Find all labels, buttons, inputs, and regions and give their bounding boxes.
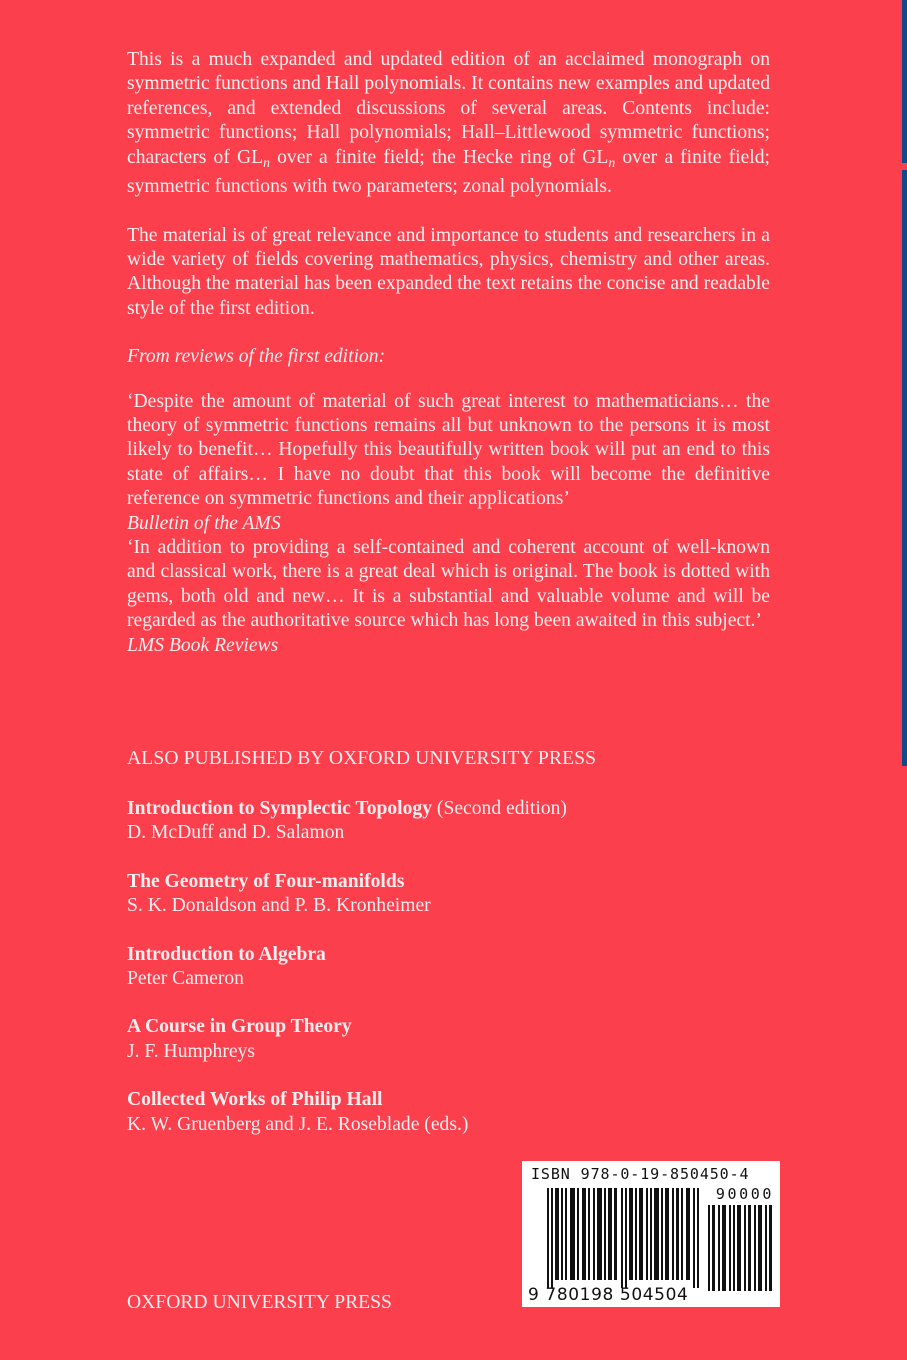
also-published-heading: ALSO PUBLISHED BY OXFORD UNIVERSITY PRESS — [127, 748, 597, 769]
review-quote-1: ‘Despite the amount of material of such great interest to mathematicians… the theory of symmetric functions remains all but unknown to the persons it is most likely to benefit… Hopefully this beautifully written book will put an end to this state of affairs… I have no doubt that this book will become the definitive reference on symmetric functions and their applications’ — [127, 390, 770, 510]
book-authors: S. K. Donaldson and P. B. Kronheimer — [127, 895, 431, 917]
spine-edge-bar-top — [902, 0, 907, 163]
review-source-2: LMS Book Reviews — [127, 634, 279, 656]
barcode-addon-bars-icon — [707, 1205, 775, 1295]
book-authors: D. McDuff and D. Salamon — [127, 822, 345, 844]
spine-edge-bar-bottom — [902, 170, 907, 766]
description-paragraph-2: The material is of great relevance and importance to students and researchers in a wide variety of fields covering mathematics, physics, chemistry and other areas. Although the material has been expanded the text retains the concise and readable style of the first edition. — [127, 224, 770, 319]
description-text-part-3: over a finite field; symmetric functions with two parameters; zonal polynomials. — [127, 146, 770, 198]
also-published-list — [127, 797, 787, 1161]
gl-subscript: n — [608, 154, 616, 170]
gl-subscript: n — [263, 154, 270, 170]
book-title: Introduction to Symplectic Topology — [127, 798, 433, 819]
book-item — [127, 797, 787, 846]
barcode-main-bars-icon — [547, 1188, 707, 1288]
book-item — [127, 1088, 787, 1137]
book-edition-note: (Second edition) — [432, 798, 567, 819]
reviews-heading: From reviews of the first edition: — [127, 346, 386, 368]
book-item — [127, 1015, 787, 1064]
book-authors: J. F. Humphreys — [127, 1040, 255, 1062]
publisher-name: OXFORD UNIVERSITY PRESS — [127, 1292, 392, 1313]
barcode-addon-number: 90000 — [715, 1185, 774, 1203]
book-title: A Course in Group Theory — [127, 1016, 352, 1038]
book-title: Collected Works of Philip Hall — [127, 1089, 383, 1111]
book-authors: K. W. Gruenberg and J. E. Roseblade (eds.) — [127, 1113, 469, 1135]
isbn-label: ISBN 978-0-19-850450-4 — [531, 1165, 750, 1183]
review-quote-2: ‘In addition to providing a self-contained and coherent account of well-known and classical work, there is a great deal which is original. The book is dotted with gems, both old and new… It is a substantial and valuable volume and will be regarded as the authoritative source which has long been awaited in this subject.’ — [127, 537, 770, 632]
isbn-barcode — [522, 1161, 780, 1307]
book-title: The Geometry of Four-manifolds — [127, 870, 405, 892]
book-item — [127, 943, 787, 992]
back-cover-text — [127, 48, 770, 658]
book-title: Introduction to Algebra — [127, 943, 326, 965]
description-paragraph-1 — [127, 48, 770, 200]
book-authors: Peter Cameron — [127, 968, 244, 990]
description-text-part-1: This is a much expanded and updated edition of an acclaimed monograph on symmetric functions and Hall polynomials. It contains new examples and updated references, and extended discussions of several areas. Contents include: symmetric functions; Hall polynomials; Hall–Littlewood symmetric functions; characters of GL — [127, 49, 770, 168]
book-item — [127, 870, 787, 919]
description-text-part-2: over a finite field; the Hecke ring of GL — [269, 146, 609, 168]
review-source-1: Bulletin of the AMS — [127, 512, 281, 534]
barcode-digits: 9 780198 504504 — [528, 1285, 689, 1305]
